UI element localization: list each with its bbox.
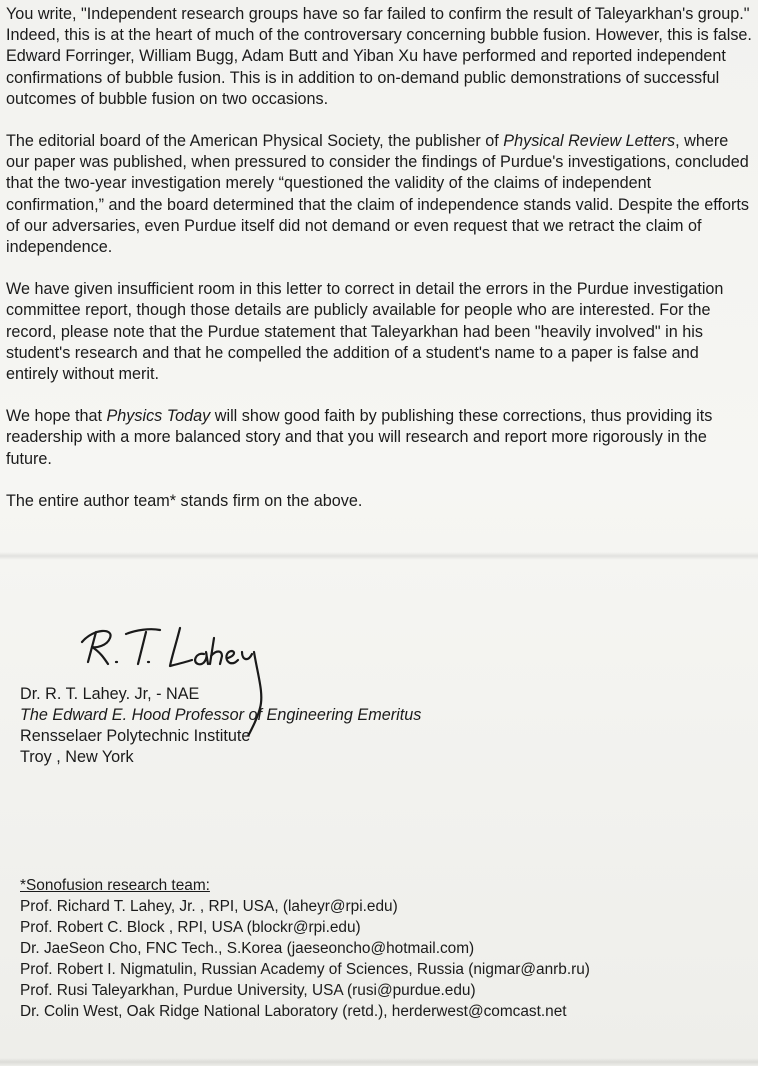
- journal-name: Physical Review Letters: [503, 132, 676, 151]
- paragraph-3: We have given insufficient room in this letter to correct in detail the errors in the Purdue investigation committee report, though those details are publicly available for people who are interested. For the record, please note that the Purdue statement that Taleyarkhan had been "heavily involved" in his student's research and that he compelled the addition of a student's name to a paper is false and entirely without merit.: [6, 280, 724, 384]
- paragraph-4-text-a: We hope that: [6, 407, 107, 426]
- signer-name: Dr. R. T. Lahey. Jr, - NAE: [20, 685, 200, 703]
- paragraph-1: You write, "Independent research groups have so far failed to confirm the result of Taleyarkhan's group." Indeed, this is at the heart of much of the controversary concerning bubble fusion. However, this is false. Edward Forringer, William Bugg, Adam Butt and Yiban Xu have performed and reported independent confirmations of bubble fusion. This is in addition to on-demand public demonstrations of successful outcomes of bubble fusion on two occasions.: [6, 5, 752, 108]
- paragraph-2-text-b: , where our paper was published, when pressured to consider the findings of Purdue's investigations, concluded that the two-year investigation merely “questioned the validity of the claims of independent confirmation,” and the board determined that the claim of independence stands valid. Despite the efforts of our adversaries, even Purdue itself did not demand or even request that we retract the claim of independence.: [6, 132, 749, 257]
- research-team: [20, 875, 590, 1022]
- team-member: Prof. Rusi Taleyarkhan, Purdue University, USA (rusi@purdue.edu): [20, 982, 476, 999]
- paragraph-4-text-b: will show good faith by publishing these corrections, thus providing its readership with a more balanced story and that you will research and report more rigorously in the future.: [6, 407, 713, 468]
- paragraph-5: The entire author team* stands firm on the above.: [6, 491, 363, 510]
- team-member: Dr. JaeSeon Cho, FNC Tech., S.Korea (jaeseoncho@hotmail.com): [20, 940, 475, 957]
- magazine-name: Physics Today: [106, 407, 211, 426]
- team-heading: *Sonofusion research team:: [20, 877, 210, 894]
- paragraph-4: [6, 406, 752, 470]
- team-member: Prof. Richard T. Lahey, Jr. , RPI, USA, (laheyr@rpi.edu): [20, 898, 398, 915]
- team-member: Dr. Colin West, Oak Ridge National Laboratory (retd.), herderwest@comcast.net: [20, 1003, 567, 1020]
- paragraph-2-text-a: The editorial board of the American Physical Society, the publisher of: [6, 132, 504, 151]
- signature-block: [20, 684, 421, 768]
- signer-title: The Edward E. Hood Professor of Engineering Emeritus: [20, 706, 422, 724]
- team-member: Prof. Robert I. Nigmatulin, Russian Academy of Sciences, Russia (nigmar@anrb.ru): [20, 961, 590, 978]
- signer-location: Troy , New York: [20, 748, 134, 766]
- paper-fold: [0, 1058, 758, 1066]
- paper-fold: [0, 552, 758, 560]
- paragraph-2: [6, 131, 752, 258]
- team-member: Prof. Robert C. Block , RPI, USA (blockr@rpi.edu): [20, 919, 361, 936]
- signer-institution: Rensselaer Polytechnic Institute: [20, 727, 251, 745]
- letter-body: [6, 4, 752, 512]
